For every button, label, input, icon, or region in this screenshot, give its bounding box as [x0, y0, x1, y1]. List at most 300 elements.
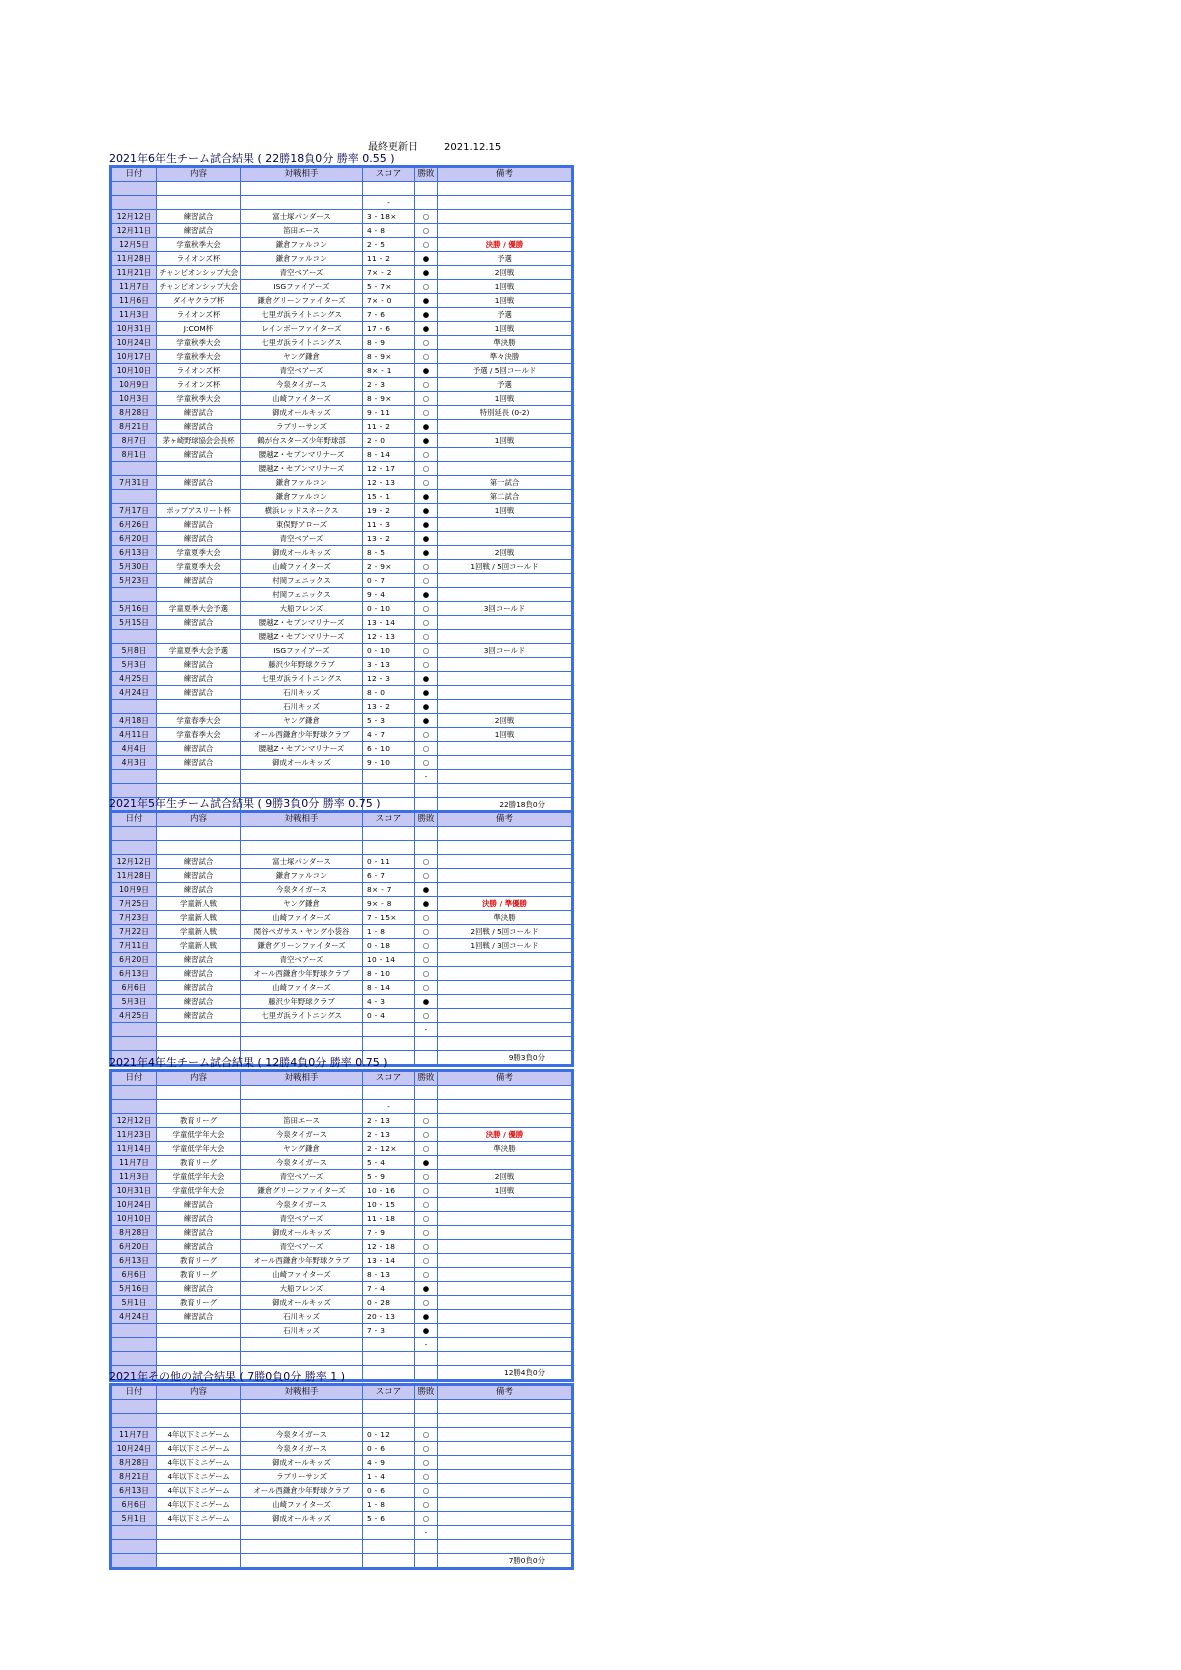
note-cell: 3回コールド — [438, 602, 573, 616]
table-row — [111, 1400, 573, 1414]
event-cell: ライオンズ杯 — [157, 308, 241, 322]
result-cell: ○ — [415, 756, 438, 770]
date-cell: 6月6日 — [111, 1498, 157, 1512]
event-cell: 練習試合 — [157, 1310, 241, 1324]
result-cell: ● — [415, 700, 438, 714]
note-cell — [438, 1009, 573, 1023]
note-cell — [438, 742, 573, 756]
result-cell: ● — [415, 364, 438, 378]
score-cell: 7 - 15× — [363, 911, 415, 925]
section-title: 2021年6年生チーム試合結果 ( 22勝18負0分 勝率 0.55 ) — [109, 152, 395, 165]
result-cell — [415, 1554, 438, 1569]
event-cell: 練習試合 — [157, 855, 241, 869]
date-cell: 11月6日 — [111, 294, 157, 308]
event-cell — [157, 784, 241, 798]
table-row — [111, 1128, 573, 1142]
header-note: 備考 — [438, 1071, 573, 1086]
opponent-cell — [241, 1338, 363, 1352]
score-cell: 7 - 4 — [363, 1282, 415, 1296]
section-grade5 — [109, 797, 574, 1067]
date-cell: 4月25日 — [111, 672, 157, 686]
date-cell: 10月24日 — [111, 336, 157, 350]
result-cell: ○ — [415, 630, 438, 644]
results-table — [109, 1069, 574, 1382]
date-cell: 6月26日 — [111, 518, 157, 532]
result-cell — [415, 196, 438, 210]
score-cell: 13 - 2 — [363, 532, 415, 546]
date-cell: 11月28日 — [111, 869, 157, 883]
opponent-cell: 腰越Z・セブンマリナーズ — [241, 616, 363, 630]
table-row — [111, 1414, 573, 1428]
date-cell: 8月28日 — [111, 406, 157, 420]
table-row — [111, 700, 573, 714]
table-row — [111, 490, 573, 504]
table-row — [111, 238, 573, 252]
result-cell: ○ — [415, 574, 438, 588]
event-cell — [157, 1037, 241, 1051]
opponent-cell: 富士塚パンダース — [241, 210, 363, 224]
date-cell: 4月18日 — [111, 714, 157, 728]
opponent-cell: 御成オールキッズ — [241, 1226, 363, 1240]
total-record: 9勝3負0分 — [438, 1051, 573, 1066]
note-cell — [438, 1428, 573, 1442]
section-grade6 — [109, 152, 574, 814]
result-cell: ● — [415, 308, 438, 322]
opponent-cell: 山崎ファイターズ — [241, 911, 363, 925]
note-cell — [438, 630, 573, 644]
opponent-cell: 七里ガ浜ライトニングス — [241, 336, 363, 350]
table-row — [111, 1268, 573, 1282]
score-cell: 8 - 14 — [363, 448, 415, 462]
score-cell: 3 - 18× — [363, 210, 415, 224]
opponent-cell: 村岡フェニックス — [241, 574, 363, 588]
date-cell: 10月31日 — [111, 322, 157, 336]
result-cell — [415, 1086, 438, 1100]
score-cell: 13 - 14 — [363, 616, 415, 630]
note-cell — [438, 1442, 573, 1456]
opponent-cell — [241, 1023, 363, 1037]
note-cell — [438, 448, 573, 462]
result-cell: ○ — [415, 392, 438, 406]
event-cell — [157, 630, 241, 644]
result-cell: ○ — [415, 602, 438, 616]
opponent-cell: 鎌倉ファルコン — [241, 238, 363, 252]
table-row — [111, 294, 573, 308]
last-updated-date: 2021.12.15 — [444, 142, 502, 153]
note-cell — [438, 518, 573, 532]
table-row — [111, 1037, 573, 1051]
table-row — [111, 1198, 573, 1212]
date-cell: 6月20日 — [111, 1240, 157, 1254]
score-cell: - — [363, 1100, 415, 1114]
score-cell: 8 - 0 — [363, 686, 415, 700]
note-cell — [438, 686, 573, 700]
note-cell — [438, 1254, 573, 1268]
score-cell — [363, 770, 415, 784]
score-cell: 0 - 6 — [363, 1442, 415, 1456]
table-row — [111, 897, 573, 911]
opponent-cell: 今泉タイガース — [241, 1198, 363, 1212]
date-cell — [111, 770, 157, 784]
opponent-cell: ヤング鎌倉 — [241, 714, 363, 728]
note-cell: 1回戦 — [438, 1184, 573, 1198]
score-cell: 15 - 1 — [363, 490, 415, 504]
note-cell — [438, 1282, 573, 1296]
date-cell — [111, 784, 157, 798]
opponent-cell: 石川キッズ — [241, 1310, 363, 1324]
opponent-cell: 村岡フェニックス — [241, 588, 363, 602]
event-cell: 茅ヶ崎野球協会会長杯 — [157, 434, 241, 448]
opponent-cell: 東俣野アローズ — [241, 518, 363, 532]
result-cell: ○ — [415, 869, 438, 883]
table-row — [111, 1254, 573, 1268]
note-cell — [438, 1296, 573, 1310]
result-cell: - — [415, 1023, 438, 1037]
note-cell — [438, 1114, 573, 1128]
score-cell: 1 - 8 — [363, 1498, 415, 1512]
note-cell — [438, 588, 573, 602]
result-cell — [415, 841, 438, 855]
date-cell: 5月16日 — [111, 1282, 157, 1296]
note-cell: 予選 / 5回コールド — [438, 364, 573, 378]
opponent-cell: 御成オールキッズ — [241, 546, 363, 560]
opponent-cell: 今泉タイガース — [241, 378, 363, 392]
table-row — [111, 560, 573, 574]
score-cell: 0 - 11 — [363, 855, 415, 869]
opponent-cell: ヤング鎌倉 — [241, 350, 363, 364]
table-row — [111, 1512, 573, 1526]
note-cell — [438, 1512, 573, 1526]
event-cell: 学童新人戦 — [157, 939, 241, 953]
opponent-cell: ラブリーサンズ — [241, 1470, 363, 1484]
opponent-cell: 鎌倉グリーンファイターズ — [241, 294, 363, 308]
result-cell: ● — [415, 504, 438, 518]
date-cell: 5月3日 — [111, 658, 157, 672]
date-cell: 5月3日 — [111, 995, 157, 1009]
note-cell — [438, 1540, 573, 1554]
note-cell — [438, 869, 573, 883]
event-cell — [157, 1100, 241, 1114]
date-cell: 10月31日 — [111, 1184, 157, 1198]
score-cell: 12 - 18 — [363, 1240, 415, 1254]
event-cell — [157, 700, 241, 714]
opponent-cell: 笛田エース — [241, 1114, 363, 1128]
date-cell: 6月20日 — [111, 953, 157, 967]
score-cell: 8× - 1 — [363, 364, 415, 378]
opponent-cell: ISGファイアーズ — [241, 280, 363, 294]
event-cell — [157, 182, 241, 196]
result-cell: - — [415, 770, 438, 784]
header-date: 日付 — [111, 812, 157, 827]
note-cell — [438, 770, 573, 784]
opponent-cell — [241, 1100, 363, 1114]
score-cell: 10 - 16 — [363, 1184, 415, 1198]
opponent-cell: 今泉タイガース — [241, 883, 363, 897]
opponent-cell: 青空ベアーズ — [241, 532, 363, 546]
result-cell: ○ — [415, 658, 438, 672]
date-cell: 7月23日 — [111, 911, 157, 925]
event-cell: 学童春季大会 — [157, 728, 241, 742]
table-row — [111, 827, 573, 841]
score-cell: 8 - 5 — [363, 546, 415, 560]
date-cell: 4月24日 — [111, 686, 157, 700]
total-record: 12勝4負0分 — [438, 1366, 573, 1381]
header-row — [111, 812, 573, 827]
opponent-cell: 大船フレンズ — [241, 602, 363, 616]
table-row — [111, 1212, 573, 1226]
result-cell: ○ — [415, 1512, 438, 1526]
note-cell — [438, 224, 573, 238]
opponent-cell — [241, 1414, 363, 1428]
result-cell: ● — [415, 588, 438, 602]
score-cell: 12 - 13 — [363, 630, 415, 644]
table-row — [111, 308, 573, 322]
result-cell: ○ — [415, 967, 438, 981]
note-cell — [438, 1414, 573, 1428]
table-row — [111, 995, 573, 1009]
opponent-cell: 笛田エース — [241, 224, 363, 238]
result-cell: ○ — [415, 1212, 438, 1226]
opponent-cell: ISGファイアーズ — [241, 644, 363, 658]
date-cell — [111, 1100, 157, 1114]
event-cell: 学童秋季大会 — [157, 350, 241, 364]
event-cell — [157, 1400, 241, 1414]
score-cell: 0 - 7 — [363, 574, 415, 588]
date-cell: 11月7日 — [111, 280, 157, 294]
date-cell: 8月7日 — [111, 434, 157, 448]
result-cell: ○ — [415, 1170, 438, 1184]
score-cell: 0 - 10 — [363, 644, 415, 658]
table-row — [111, 364, 573, 378]
note-cell: 予選 — [438, 308, 573, 322]
note-cell: 決勝 / 優勝 — [438, 1128, 573, 1142]
table-row — [111, 196, 573, 210]
date-cell — [111, 827, 157, 841]
opponent-cell: 山崎ファイターズ — [241, 1498, 363, 1512]
event-cell: 練習試合 — [157, 756, 241, 770]
header-event: 内容 — [157, 812, 241, 827]
date-cell — [111, 462, 157, 476]
note-cell — [438, 1338, 573, 1352]
event-cell — [157, 841, 241, 855]
note-cell — [438, 995, 573, 1009]
table-row — [111, 1456, 573, 1470]
header-result: 勝敗 — [415, 1071, 438, 1086]
note-cell — [438, 841, 573, 855]
date-cell — [111, 490, 157, 504]
date-cell: 5月30日 — [111, 560, 157, 574]
score-cell: 5 - 9 — [363, 1170, 415, 1184]
date-cell — [111, 1324, 157, 1338]
table-row — [111, 504, 573, 518]
result-cell: ○ — [415, 1442, 438, 1456]
table-row — [111, 1156, 573, 1170]
table-row — [111, 1282, 573, 1296]
event-cell — [157, 827, 241, 841]
event-cell: 教育リーグ — [157, 1296, 241, 1310]
score-cell — [363, 1554, 415, 1569]
note-cell: 1回戦 — [438, 392, 573, 406]
result-cell: ● — [415, 1310, 438, 1324]
date-cell — [111, 1400, 157, 1414]
table-row — [111, 1086, 573, 1100]
result-cell: ○ — [415, 448, 438, 462]
note-cell — [438, 967, 573, 981]
event-cell: 教育リーグ — [157, 1114, 241, 1128]
note-cell — [438, 1470, 573, 1484]
event-cell: 4年以下ミニゲーム — [157, 1484, 241, 1498]
opponent-cell: 横浜レッドスネークス — [241, 504, 363, 518]
result-cell — [415, 182, 438, 196]
date-cell: 4月4日 — [111, 742, 157, 756]
score-cell: 7× - 2 — [363, 266, 415, 280]
date-cell: 10月10日 — [111, 364, 157, 378]
date-cell: 11月7日 — [111, 1428, 157, 1442]
note-cell — [438, 700, 573, 714]
event-cell: 練習試合 — [157, 869, 241, 883]
result-cell — [415, 1100, 438, 1114]
score-cell: 20 - 13 — [363, 1310, 415, 1324]
score-cell: 5 - 6 — [363, 1512, 415, 1526]
date-cell — [111, 182, 157, 196]
date-cell: 5月15日 — [111, 616, 157, 630]
last-updated-label: 最終更新日 — [368, 142, 418, 153]
note-cell — [438, 953, 573, 967]
table-row — [111, 981, 573, 995]
date-cell: 12月12日 — [111, 855, 157, 869]
result-cell: ● — [415, 294, 438, 308]
opponent-cell — [241, 1540, 363, 1554]
table-row — [111, 266, 573, 280]
date-cell: 5月1日 — [111, 1296, 157, 1310]
opponent-cell: 青空ベアーズ — [241, 1170, 363, 1184]
table-row — [111, 1442, 573, 1456]
header-date: 日付 — [111, 1071, 157, 1086]
event-cell: 練習試合 — [157, 883, 241, 897]
table-row — [111, 1428, 573, 1442]
table-row — [111, 1484, 573, 1498]
score-cell: 2 - 3 — [363, 378, 415, 392]
table-row — [111, 546, 573, 560]
score-cell: 8× - 7 — [363, 883, 415, 897]
opponent-cell: 御成オールキッズ — [241, 1512, 363, 1526]
date-cell: 8月28日 — [111, 1456, 157, 1470]
opponent-cell: オール西鎌倉少年野球クラブ — [241, 728, 363, 742]
table-row — [111, 742, 573, 756]
date-cell: 6月20日 — [111, 532, 157, 546]
note-cell — [438, 1198, 573, 1212]
result-cell — [415, 1400, 438, 1414]
score-cell: 8 - 9× — [363, 350, 415, 364]
result-cell: ○ — [415, 1114, 438, 1128]
score-cell — [363, 784, 415, 798]
date-cell: 11月3日 — [111, 308, 157, 322]
event-cell: 練習試合 — [157, 742, 241, 756]
score-cell: 8 - 14 — [363, 981, 415, 995]
table-row — [111, 1240, 573, 1254]
score-cell: 4 - 3 — [363, 995, 415, 1009]
result-cell: ○ — [415, 981, 438, 995]
note-cell — [438, 574, 573, 588]
note-cell — [438, 784, 573, 798]
opponent-cell: 鎌倉ファルコン — [241, 869, 363, 883]
table-row — [111, 602, 573, 616]
table-row — [111, 210, 573, 224]
opponent-cell: 山崎ファイターズ — [241, 560, 363, 574]
note-cell — [438, 420, 573, 434]
date-cell: 12月11日 — [111, 224, 157, 238]
header-event: 内容 — [157, 1071, 241, 1086]
table-row — [111, 1498, 573, 1512]
score-cell — [363, 1023, 415, 1037]
event-cell: 練習試合 — [157, 574, 241, 588]
score-cell — [363, 827, 415, 841]
score-cell: 8 - 10 — [363, 967, 415, 981]
event-cell: 学童低学年大会 — [157, 1184, 241, 1198]
note-cell — [438, 883, 573, 897]
result-cell: ● — [415, 883, 438, 897]
date-cell: 7月11日 — [111, 939, 157, 953]
score-cell: 17 - 6 — [363, 322, 415, 336]
opponent-cell: 青空ベアーズ — [241, 953, 363, 967]
opponent-cell: レインボーファイターズ — [241, 322, 363, 336]
note-cell — [438, 1352, 573, 1366]
note-cell: 1回戦 / 5回コールド — [438, 560, 573, 574]
event-cell: 学童夏季大会 — [157, 546, 241, 560]
table-row — [111, 953, 573, 967]
note-cell — [438, 210, 573, 224]
header-row — [111, 1071, 573, 1086]
table-row — [111, 350, 573, 364]
opponent-cell: ヤング鎌倉 — [241, 1142, 363, 1156]
date-cell — [111, 588, 157, 602]
opponent-cell: 藤沢少年野球クラブ — [241, 995, 363, 1009]
score-cell: 0 - 12 — [363, 1428, 415, 1442]
score-cell: 7 - 6 — [363, 308, 415, 322]
table-row — [111, 1352, 573, 1366]
opponent-cell: 御成オールキッズ — [241, 406, 363, 420]
opponent-cell: 御成オールキッズ — [241, 756, 363, 770]
event-cell: チャンピオンシップ大会 — [157, 266, 241, 280]
date-cell: 10月9日 — [111, 378, 157, 392]
event-cell: 練習試合 — [157, 1226, 241, 1240]
opponent-cell: 腰越Z・セブンマリナーズ — [241, 742, 363, 756]
note-cell — [438, 672, 573, 686]
event-cell: 練習試合 — [157, 995, 241, 1009]
date-cell: 12月12日 — [111, 210, 157, 224]
opponent-cell — [241, 196, 363, 210]
result-cell: ○ — [415, 616, 438, 630]
event-cell: 学童低学年大会 — [157, 1170, 241, 1184]
event-cell: 練習試合 — [157, 476, 241, 490]
result-cell: ○ — [415, 911, 438, 925]
score-cell: 5 - 3 — [363, 714, 415, 728]
score-cell: 0 - 4 — [363, 1009, 415, 1023]
result-cell — [415, 1414, 438, 1428]
note-cell — [438, 1100, 573, 1114]
note-cell: 2回戦 — [438, 546, 573, 560]
result-cell: ● — [415, 490, 438, 504]
score-cell: 0 - 18 — [363, 939, 415, 953]
event-cell: ポップアスリート杯 — [157, 504, 241, 518]
score-cell: 1 - 4 — [363, 1470, 415, 1484]
event-cell — [157, 1324, 241, 1338]
result-cell: - — [415, 1338, 438, 1352]
note-cell — [438, 658, 573, 672]
opponent-cell: 今泉タイガース — [241, 1128, 363, 1142]
score-cell: 11 - 2 — [363, 252, 415, 266]
event-cell: 練習試合 — [157, 532, 241, 546]
